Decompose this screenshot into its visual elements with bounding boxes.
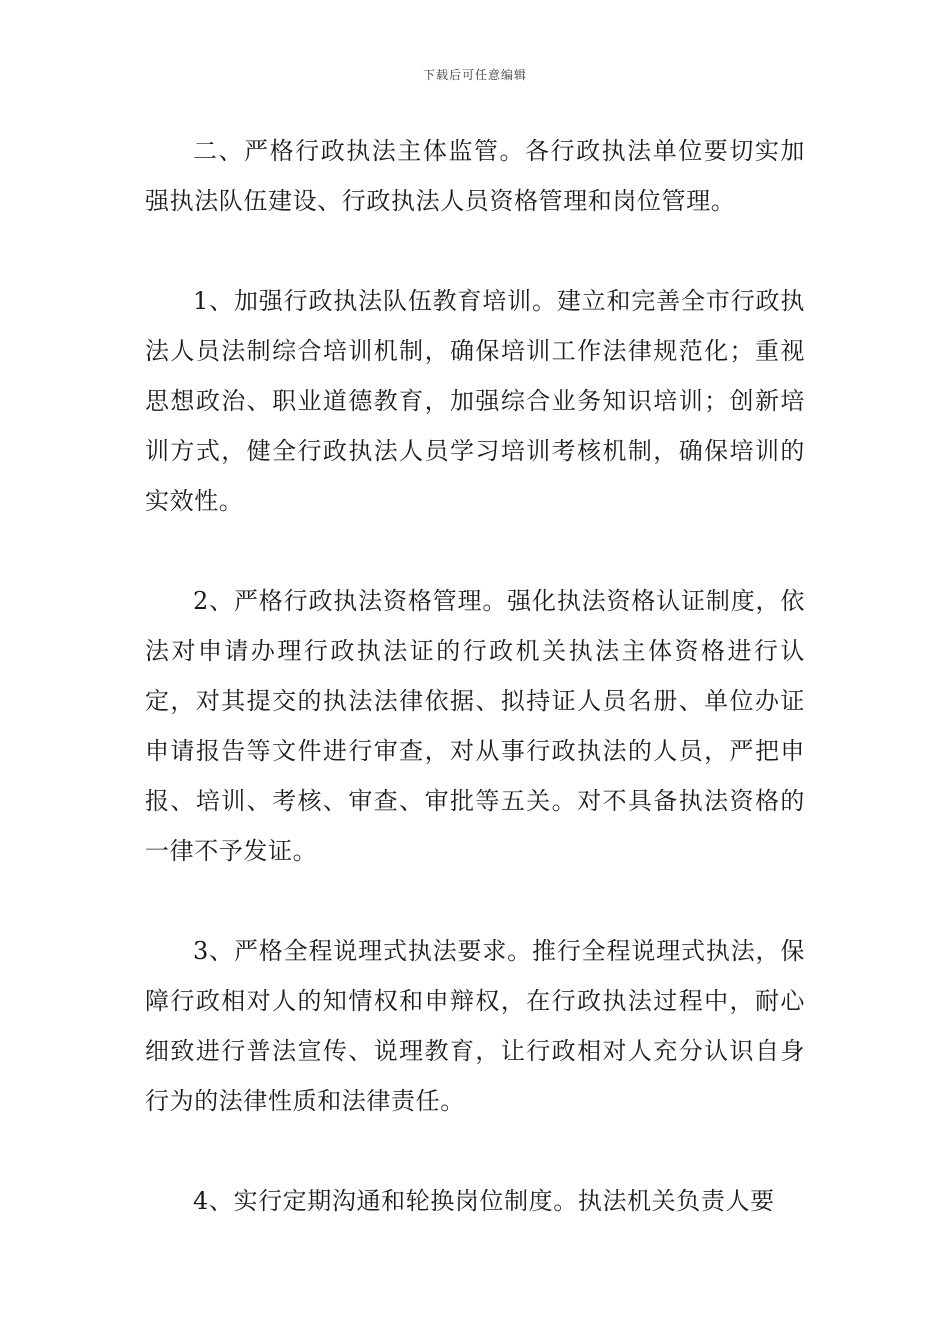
paragraph-item-2: 2、严格行政执法资格管理。强化执法资格认证制度，依法对申请办理行政执法证的行政机关执法主体资格进行认定，对其提交的执法法律依据、拟持证人员名册、单位办证申请报告等文件进行审查，对从事行政执法的人员，严把申报、培训、考核、审查、审批等五关。对不具备执法资格的一律不予发证。: [145, 587, 805, 865]
paragraph-section-2: 二、严格行政执法主体监管。各行政执法单位要切实加强执法队伍建设、行政执法人员资格管理和岗位管理。: [145, 137, 805, 215]
paragraph-item-4: 4、实行定期沟通和轮换岗位制度。执法机关负责人要: [193, 1187, 775, 1215]
paragraph-item-1: 1、加强行政执法队伍教育培训。建立和完善全市行政执法人员法制综合培训机制，确保培训工作法律规范化；重视思想政治、职业道德教育，加强综合业务知识培训；创新培训方式，健全行政执法人员学习培训考核机制，确保培训的实效性。: [145, 287, 805, 515]
header-note: 下载后可任意编辑: [422, 68, 527, 82]
document-body: [145, 126, 805, 1226]
paragraph-item-3: 3、严格全程说理式执法要求。推行全程说理式执法，保障行政相对人的知情权和申辩权，在行政执法过程中，耐心细致进行普法宣传、说理教育，让行政相对人充分认识自身行为的法律性质和法律责任。: [145, 937, 805, 1115]
